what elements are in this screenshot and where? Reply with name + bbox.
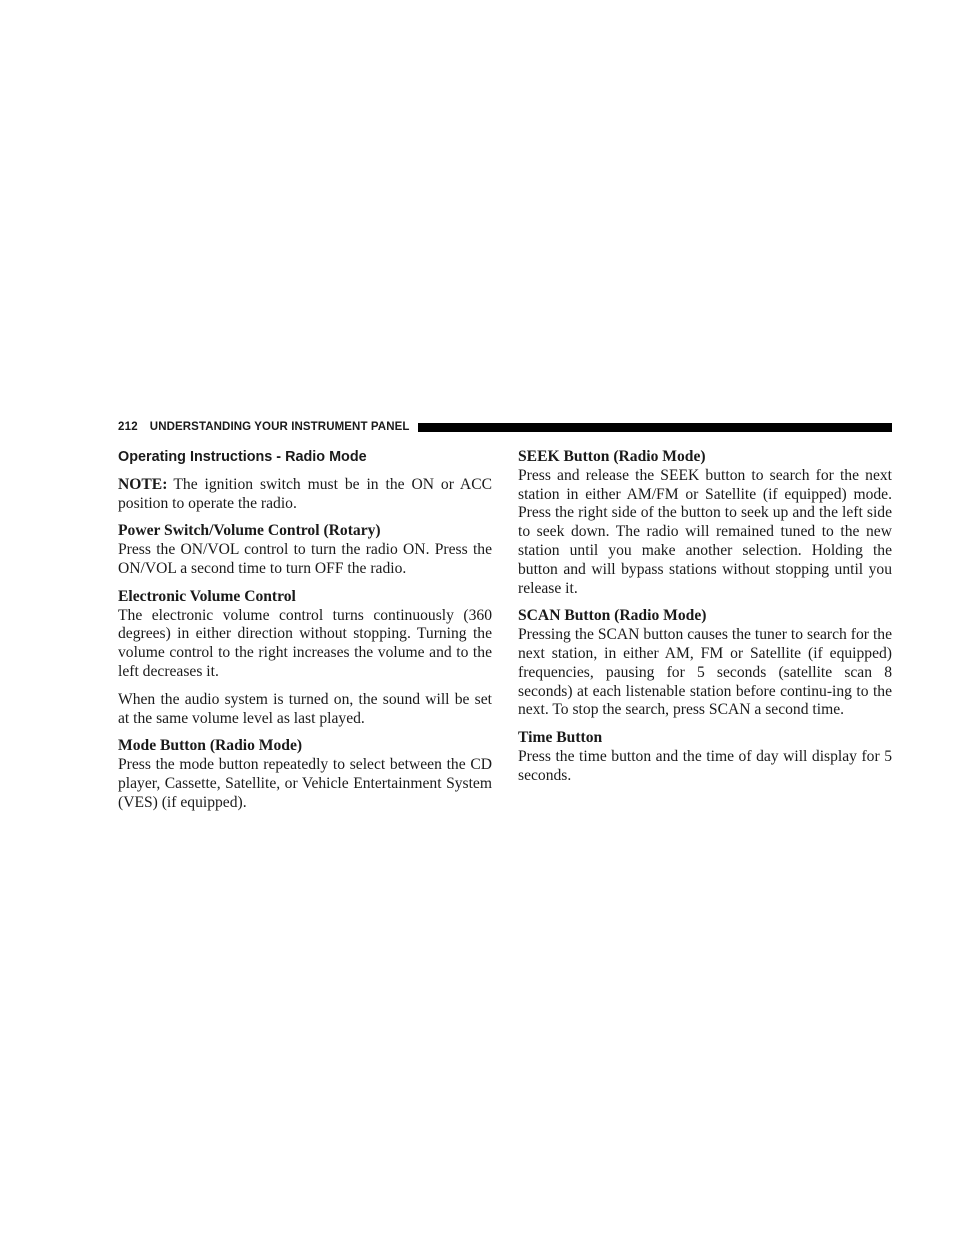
header-rule: [418, 423, 893, 432]
page-number: 212: [118, 421, 138, 433]
mode-text: Press the mode button repeatedly to select between the CD player, Cassette, Satellite, or Vehicle Entertainment System (VES) (if equipped).: [118, 756, 492, 811]
volume-text-1: The electronic volume control turns continuously (360 degrees) in either direction without stopping. Turning the volume control to the right increases the volume and to the left decreases it.: [118, 606, 492, 680]
main-heading: Operating Instructions - Radio Mode: [118, 449, 367, 465]
volume-heading: Electronic Volume Control: [118, 587, 296, 605]
section-title: UNDERSTANDING YOUR INSTRUMENT PANEL: [149, 421, 410, 433]
time-text: Press the time button and the time of day will display for 5 seconds.: [518, 747, 892, 784]
note-label: NOTE:: [118, 475, 168, 493]
scan-heading: SCAN Button (Radio Mode): [518, 607, 707, 625]
left-column: [118, 448, 492, 813]
volume-text-2: When the audio system is turned on, the sound will be set at the same volume level as last played.: [118, 690, 492, 727]
note-paragraph: [118, 476, 492, 514]
note-text: The ignition switch must be in the ON or ACC position to operate the radio.: [118, 475, 492, 512]
scan-text: Pressing the SCAN button causes the tuner to search for the next station, in either AM, FM or Satellite (if equipped) frequencies, pausing for 5 seconds (satellite scan 8 seconds) at each listenable station before continu-ing to the next. To stop the search, press SCAN a second time.: [518, 626, 892, 719]
mode-heading: Mode Button (Radio Mode): [118, 737, 303, 755]
power-text: Press the ON/VOL control to turn the radio ON. Press the ON/VOL a second time to turn OFF the radio.: [118, 541, 492, 577]
time-heading: Time Button: [518, 729, 603, 747]
seek-text: Press and release the SEEK button to search for the next station in either AM/FM or Satellite (if equipped) mode. Press the right side of the button to seek up and the left side to seek down. The radio will remained tuned to the new station until you make another selection. Holding the button and will bypass stations without stopping until you release it.: [518, 466, 892, 597]
right-column: [518, 448, 892, 786]
page-header: [118, 419, 892, 435]
power-heading: Power Switch/Volume Control (Rotary): [118, 522, 381, 540]
seek-heading: SEEK Button (Radio Mode): [518, 448, 706, 465]
